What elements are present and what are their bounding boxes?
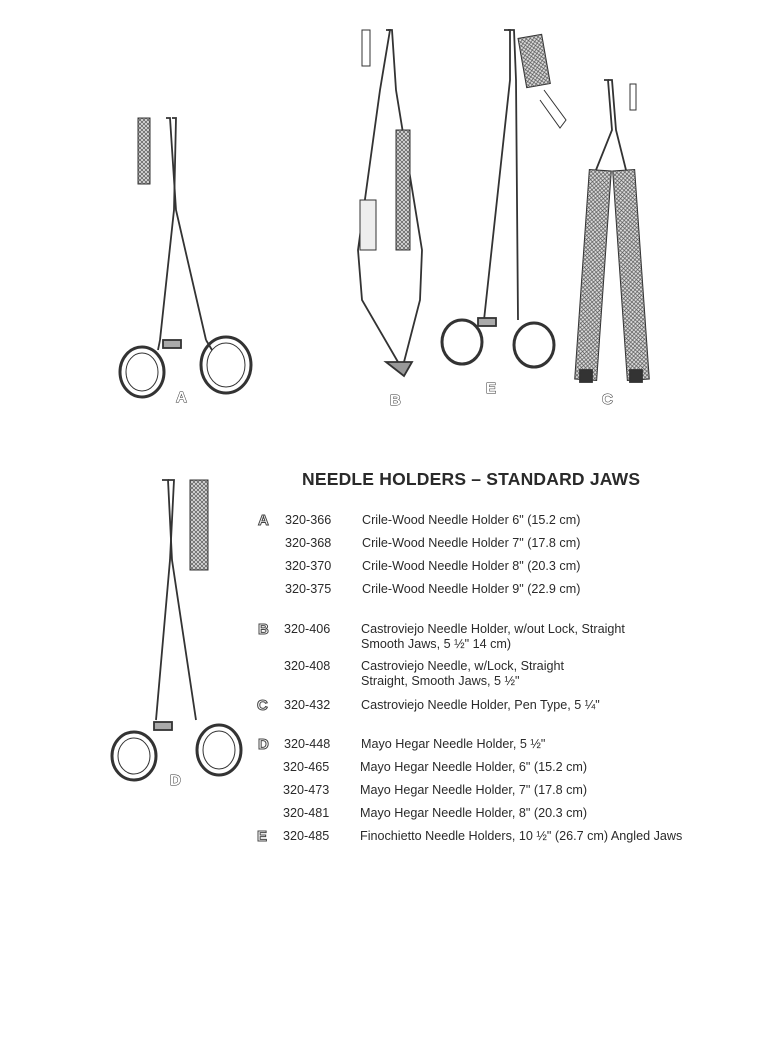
item-description: Finochietto Needle Holders, 10 ½" (26.7 cm) Angled Jaws [360,829,683,843]
item-description: Castroviejo Needle Holder, Pen Type, 5 ¼" [361,698,600,712]
instrument-d-mayo-hegar [112,480,241,780]
item-code: 320-448 [284,737,331,751]
group-letter: C [257,697,268,714]
item-code: 320-481 [283,806,330,820]
item-code: 320-406 [284,622,331,636]
item-description: Mayo Hegar Needle Holder, 6" (15.2 cm) [360,760,588,774]
item-description: Castroviejo Needle, w/Lock, Straight [361,659,564,673]
label-b: B [390,392,401,409]
page-title: NEEDLE HOLDERS – STANDARD JAWS [302,469,641,489]
item-description: Crile-Wood Needle Holder 8" (20.3 cm) [362,559,581,573]
label-d: D [170,772,181,789]
item-code: 320-368 [285,536,332,550]
group-letter: D [258,736,269,753]
label-a: A [176,389,187,406]
instrument-c-pen-type [575,80,650,382]
item-description: Crile-Wood Needle Holder 9" (22.9 cm) [362,582,581,596]
item-description: Mayo Hegar Needle Holder, 5 ½" [361,737,546,751]
instrument-e-finochietto [442,30,566,367]
label-c: C [602,391,613,408]
group-letter: A [258,512,269,529]
item-description: Mayo Hegar Needle Holder, 7" (17.8 cm) [360,783,588,797]
item-code: 320-370 [285,559,332,573]
item-description: Mayo Hegar Needle Holder, 8" (20.3 cm) [360,806,588,820]
item-description: Crile-Wood Needle Holder 7" (17.8 cm) [362,536,581,550]
group-letter: B [258,621,269,638]
item-description: Crile-Wood Needle Holder 6" (15.2 cm) [362,513,581,527]
item-description-line2: Smooth Jaws, 5 ½" 14 cm) [361,637,512,651]
instrument-a-crile-wood [120,118,251,397]
item-code: 320-366 [285,513,332,527]
item-code: 320-465 [283,760,330,774]
item-code: 320-375 [285,582,332,596]
group-letter: E [257,828,268,845]
item-code: 320-473 [283,783,330,797]
item-code: 320-485 [283,829,330,843]
item-code: 320-432 [284,698,331,712]
instrument-b-castroviejo [358,30,422,376]
label-e: E [486,380,497,397]
item-description: Castroviejo Needle Holder, w/out Lock, Straight [361,622,625,636]
item-code: 320-408 [284,659,331,673]
item-description-line2: Straight, Smooth Jaws, 5 ½" [361,674,520,688]
